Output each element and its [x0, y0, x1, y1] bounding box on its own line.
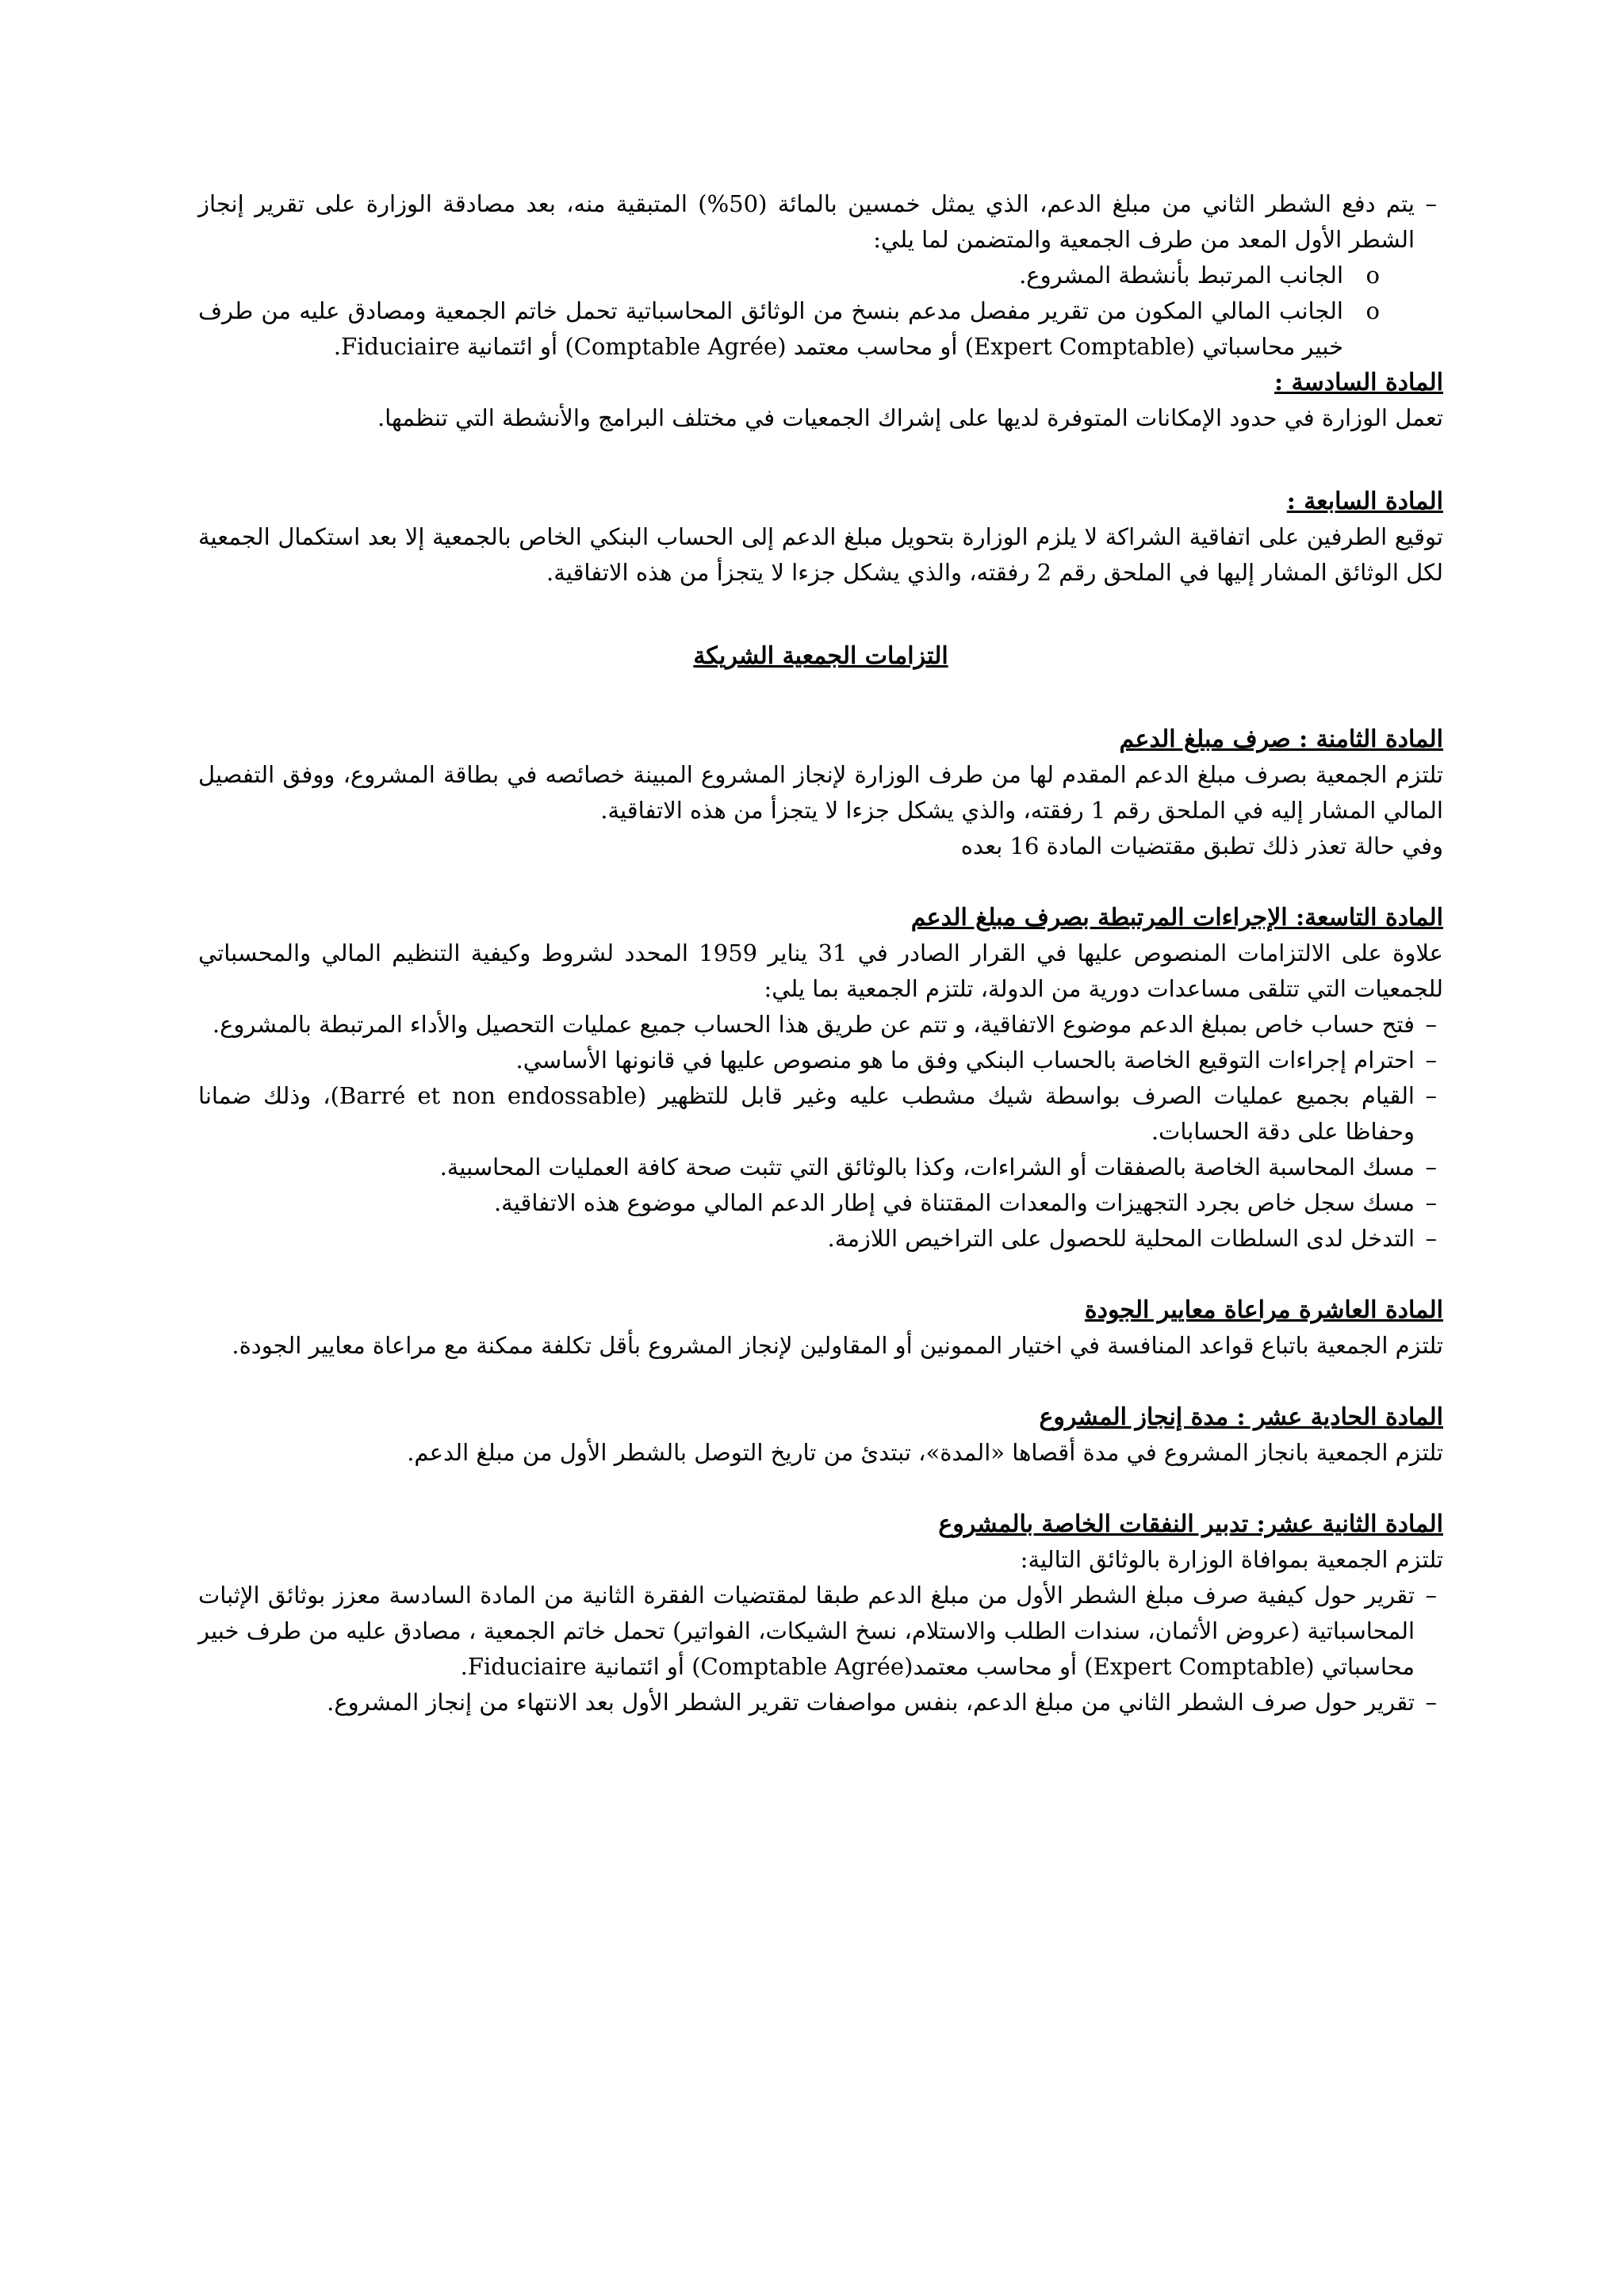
article-6-body: تعمل الوزارة في حدود الإمكانات المتوفرة لديها على إشراك الجمعيات في مختلف البرامج والأنشطة التي تنظمها.	[377, 404, 1443, 431]
list-item: – مسك سجل خاص بجرد التجهيزات والمعدات المقتناة في إطار الدعم المالي موضوع هذه الاتفاقية.	[198, 1185, 1443, 1221]
list-item: – فتح حساب خاص بمبلغ الدعم موضوع الاتفاقية، و تتم عن طريق هذا الحساب جميع عمليات التحصيل والأداء المرتبطة بالمشروع.	[198, 1007, 1443, 1043]
document-page	[198, 186, 1443, 1720]
article-9-list	[198, 1007, 1443, 1257]
list-item: – تقرير حول كيفية صرف مبلغ الشطر الأول من مبلغ الدعم طبقا لمقتضيات الفقرة الثانية من المادة السادسة معزز بوثائق الإثبات المحاسباتية (عروض الأثمان، سندات الطلب والاستلام، نسخ الشيكات، الفواتير) تحمل خاتم الجمعية ، مصادق عليه من طرف خبير محاسباتي (Expert Comptable) أو محاسب معتمد(Comptable Agrée) أو ائتمانية Fiduciaire.	[198, 1578, 1443, 1685]
article-8-body: تلتزم الجمعية بصرف مبلغ الدعم المقدم لها من طرف الوزارة لإنجاز المشروع المبينة خصائصه في بطاقة المشروع، ووفق التفصيل المالي المشار إليه في الملحق رقم 1 رفقته، والذي يشكل جزءا لا يتجزأ من هذه الاتفاقية.	[198, 761, 1443, 824]
article-6-heading: المادة السادسة :	[1274, 369, 1443, 396]
list-item: – التدخل لدى السلطات المحلية للحصول على التراخيص اللازمة.	[198, 1221, 1443, 1257]
report-contents-list	[198, 258, 1443, 365]
article-8-heading: المادة الثامنة : صرف مبلغ الدعم	[1119, 725, 1443, 753]
article-12-body: تلتزم الجمعية بموافاة الوزارة بالوثائق التالية:	[1020, 1546, 1443, 1573]
report-financial-item: o الجانب المالي المكون من تقرير مفصل مدعم بنسخ من الوثائق المحاسباتية تحمل خاتم الجمعية ومصادق عليه من طرف خبير محاسباتي (Expert Comptable) أو محاسب معتمد (Comptable Agrée) أو ائتمانية Fiduciaire.	[198, 293, 1380, 365]
article-11-heading: المادة الحادية عشر : مدة إنجاز المشروع	[1039, 1403, 1443, 1431]
article-7-heading: المادة السابعة :	[1286, 488, 1443, 515]
report-activities-item: o الجانب المرتبط بأنشطة المشروع.	[198, 258, 1380, 293]
article-12-list	[198, 1578, 1443, 1720]
article-8-note: وفي حالة تعذر ذلك تطبق مقتضيات المادة 16 بعده	[960, 832, 1443, 859]
second-tranche-item: – يتم دفع الشطر الثاني من مبلغ الدعم، الذي يمثل خمسين بالمائة (50%) المتبقية منه، بعد مصادقة الوزارة على تقرير إنجاز الشطر الأول المعد من طرف الجمعية والمتضمن لما يلي:	[198, 186, 1443, 258]
article-11-body: تلتزم الجمعية بانجاز المشروع في مدة أقصاها «المدة»، تبتدئ من تاريخ التوصل بالشطر الأول من مبلغ الدعم.	[407, 1439, 1443, 1466]
section-title: التزامات الجمعية الشريكة	[693, 642, 948, 670]
article-10-body: تلتزم الجمعية باتباع قواعد المنافسة في اختيار الممونين أو المقاولين لإنجاز المشروع بأقل تكلفة ممكنة مع مراعاة معايير الجودة.	[232, 1332, 1443, 1359]
article-9-heading: المادة التاسعة: الإجراءات المرتبطة بصرف مبلغ الدعم	[910, 904, 1443, 932]
list-item: – تقرير حول صرف الشطر الثاني من مبلغ الدعم، بنفس مواصفات تقرير الشطر الأول بعد الانتهاء من إنجاز المشروع.	[198, 1685, 1443, 1720]
list-item: – احترام إجراءات التوقيع الخاصة بالحساب البنكي وفق ما هو منصوص عليها في قانونها الأساسي.	[198, 1043, 1443, 1078]
list-item: – مسك المحاسبة الخاصة بالصفقات أو الشراءات، وكذا بالوثائق التي تثبت صحة كافة العمليات المحاسبية.	[198, 1150, 1443, 1185]
intro-list	[198, 186, 1443, 258]
article-9-body: علاوة على الالتزامات المنصوص عليها في القرار الصادر في 31 يناير 1959 المحدد لشروط وكيفية التنظيم المالي والمحسباتي للجمعيات التي تتلقى مساعدات دورية من الدولة، تلتزم الجمعية بما يلي:	[198, 939, 1443, 1002]
article-10-heading: المادة العاشرة مراعاة معايير الجودة	[1084, 1296, 1443, 1324]
list-item: – القيام بجميع عمليات الصرف بواسطة شيك مشطب عليه وغير قابل للتظهير (Barré et non endossable)، وذلك ضمانا وحفاظا على دقة الحسابات.	[198, 1078, 1443, 1150]
article-7-body: توقيع الطرفين على اتفاقية الشراكة لا يلزم الوزارة بتحويل مبلغ الدعم إلى الحساب البنكي الخاص بالجمعية إلا بعد استكمال الجمعية لكل الوثائق المشار إليها في الملحق رقم 2 رفقته، والذي يشكل جزءا لا يتجزأ من هذه الاتفاقية.	[198, 523, 1443, 586]
article-12-heading: المادة الثانية عشر: تدبير النفقات الخاصة بالمشروع	[938, 1510, 1443, 1538]
